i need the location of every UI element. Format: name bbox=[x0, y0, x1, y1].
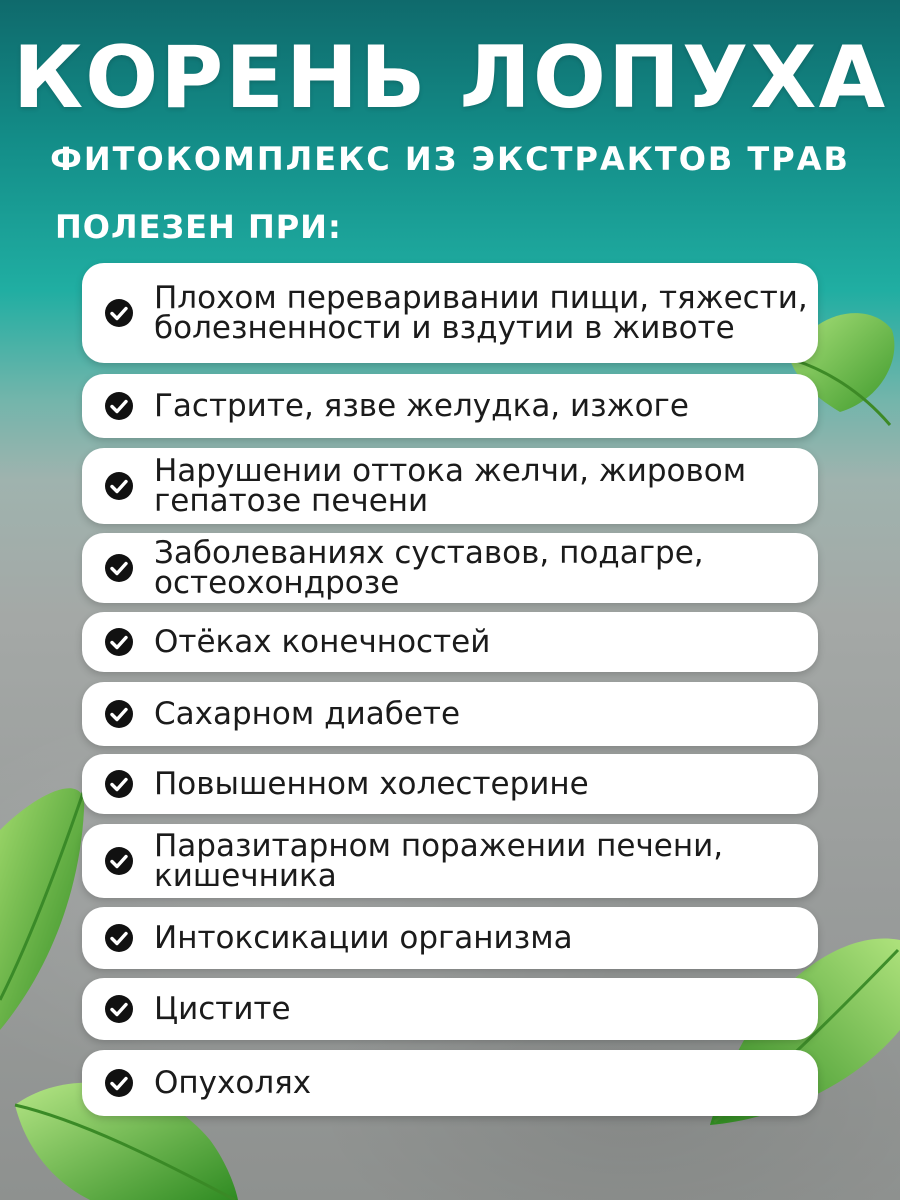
list-item-label: Цистите bbox=[154, 991, 291, 1027]
list-item-label: Опухолях bbox=[154, 1065, 312, 1101]
list-item-label: Гастрите, язве желудка, изжоге bbox=[154, 388, 689, 424]
check-circle-icon bbox=[104, 1068, 134, 1098]
section-heading: ПОЛЕЗЕН ПРИ: bbox=[55, 208, 342, 246]
check-circle-icon bbox=[104, 471, 134, 501]
list-item-label: Плохом переваривании пищи, тяжести, болезненности и вздутии в животе bbox=[154, 280, 808, 346]
check-circle-icon bbox=[104, 769, 134, 799]
list-item-label: Паразитарном поражении печени, кишечника bbox=[154, 828, 724, 894]
list-item bbox=[82, 533, 818, 603]
check-circle-icon bbox=[104, 923, 134, 953]
list-item-label: Сахарном диабете bbox=[154, 696, 461, 732]
list-item bbox=[82, 1050, 818, 1116]
list-item bbox=[82, 754, 818, 814]
list-item bbox=[82, 978, 818, 1040]
list-item bbox=[82, 824, 818, 898]
check-circle-icon bbox=[104, 994, 134, 1024]
check-circle-icon bbox=[104, 846, 134, 876]
list-item-label: Заболеваниях суставов, подагре, остеохондрозе bbox=[154, 535, 704, 601]
check-circle-icon bbox=[104, 699, 134, 729]
page-subtitle: ФИТОКОМПЛЕКС ИЗ ЭКСТРАКТОВ ТРАВ bbox=[50, 140, 850, 178]
check-circle-icon bbox=[104, 553, 134, 583]
list-item-label: Интоксикации организма bbox=[154, 920, 573, 956]
list-item bbox=[82, 448, 818, 524]
check-circle-icon bbox=[104, 298, 134, 328]
page-title: КОРЕНЬ ЛОПУХА bbox=[12, 28, 888, 128]
list-item bbox=[82, 682, 818, 746]
list-item bbox=[82, 263, 818, 363]
list-item bbox=[82, 374, 818, 438]
check-circle-icon bbox=[104, 627, 134, 657]
list-item-label: Нарушении оттока желчи, жировом гепатозе печени bbox=[154, 453, 747, 519]
list-item-label: Повышенном холестерине bbox=[154, 766, 589, 802]
check-circle-icon bbox=[104, 391, 134, 421]
list-item bbox=[82, 612, 818, 672]
list-item bbox=[82, 907, 818, 969]
leaf-left-middle-icon bbox=[0, 770, 90, 1070]
list-item-label: Отёках конечностей bbox=[154, 624, 491, 660]
